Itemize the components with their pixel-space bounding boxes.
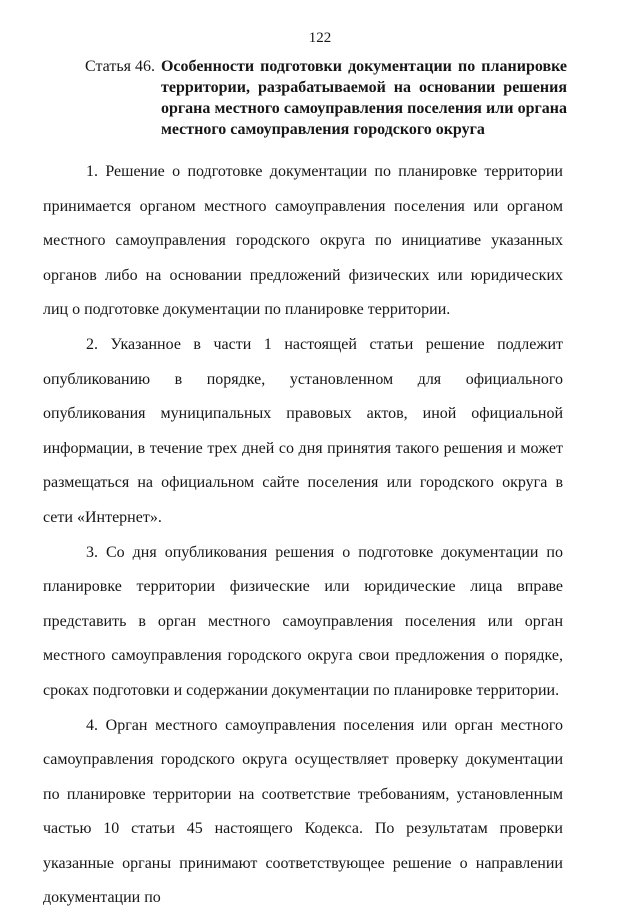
- article-title: Особенности подготовки документации по планировке территории, разрабатываемой на основании решения органа местного самоуправления поселения или органа местного самоуправления городского округа: [161, 56, 567, 140]
- article-number: Статья 46.: [85, 56, 161, 140]
- paragraph-2: 2. Указанное в части 1 настоящей статьи решение подлежит опубликованию в порядке, установленном для официального опубликования муниципальных правовых актов, иной официальной информации, в течение трех дней со дня принятия такого решения и может размещаться на официальном сайте поселения или городского округа в сети «Интернет».: [43, 328, 563, 536]
- article-body: [43, 155, 563, 916]
- article-heading: [85, 56, 567, 140]
- paragraph-4: 4. Орган местного самоуправления поселения или орган местного самоуправления городского округа осуществляет проверку документации по планировке территории на соответствие требованиям, установленным частью 10 статьи 45 настоящего Кодекса. По результатам проверки указанные органы принимают соответствующее решение о направлении документации по: [43, 709, 563, 916]
- paragraph-1: 1. Решение о подготовке документации по планировке территории принимается органом местного самоуправления поселения или органом местного самоуправления городского округа по инициативе указанных органов либо на основании предложений физических или юридических лиц о подготовке документации по планировке территории.: [43, 155, 563, 328]
- page-number: 122: [0, 30, 640, 47]
- paragraph-3: 3. Со дня опубликования решения о подготовке документации по планировке территории физические или юридические лица вправе представить в орган местного самоуправления поселения или орган местного самоуправления городского округа свои предложения о порядке, сроках подготовки и содержании документации по планировке территории.: [43, 536, 563, 709]
